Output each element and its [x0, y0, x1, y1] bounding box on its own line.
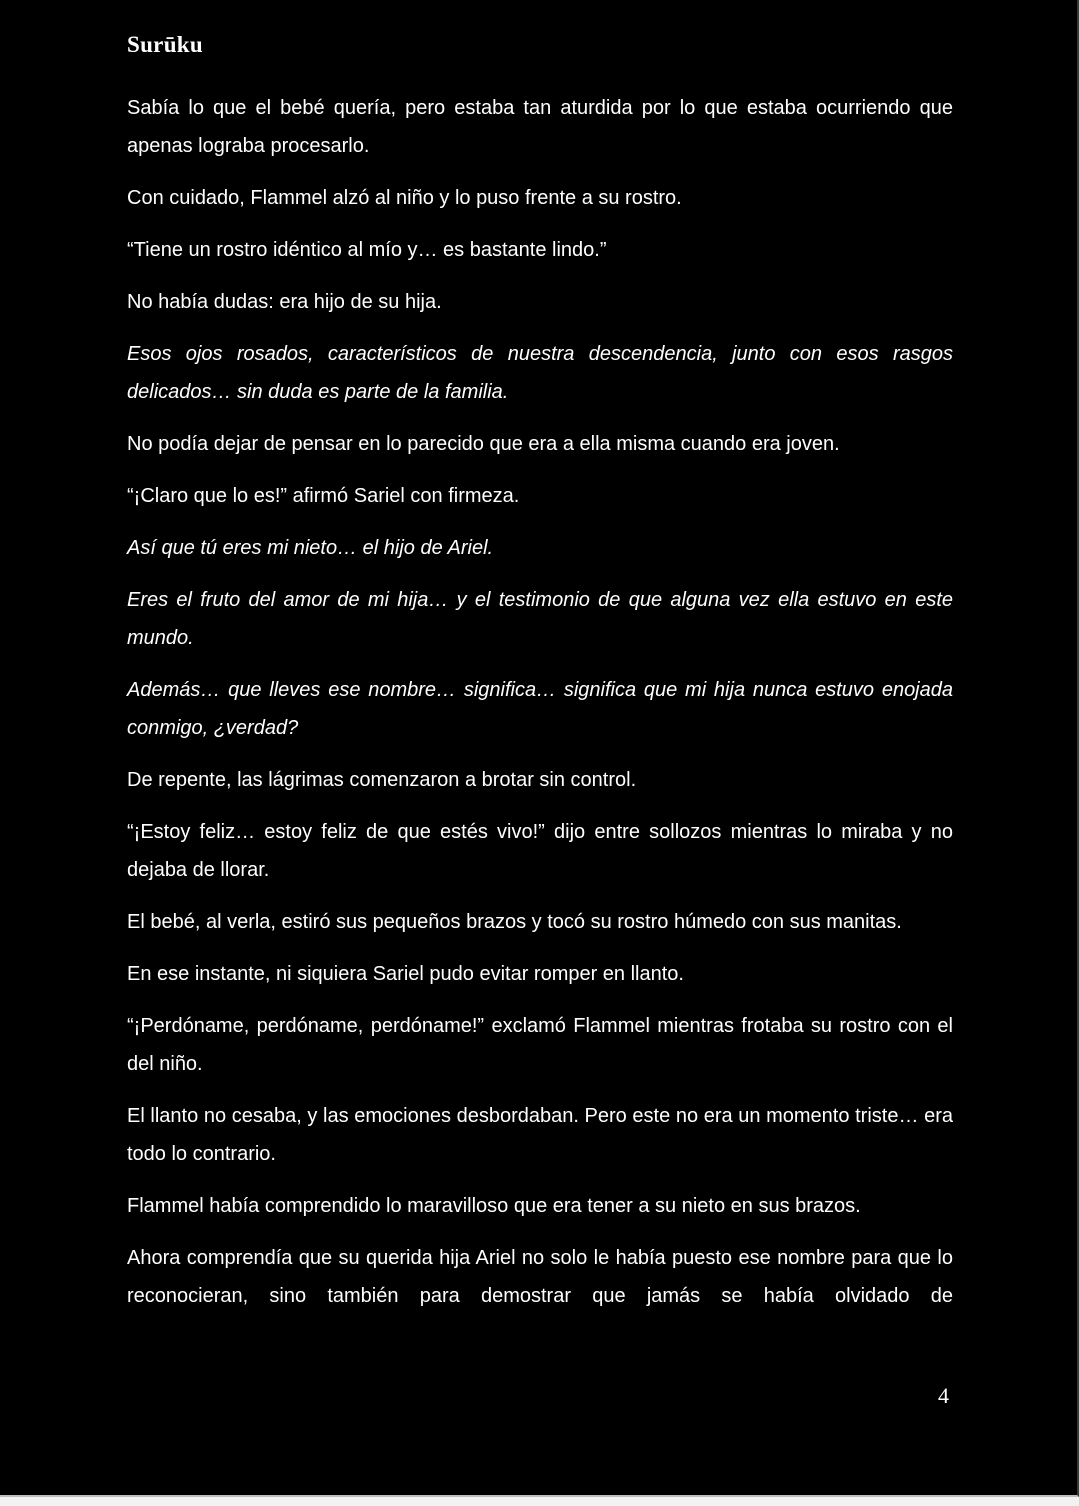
paragraph: Sabía lo que el bebé quería, pero estaba tan aturdida por lo que estaba ocurriendo que apenas lograba procesarlo. — [127, 97, 953, 157]
paragraph: Flammel había comprendido lo maravilloso que era tener a su nieto en sus brazos. — [127, 1195, 861, 1217]
page-body — [127, 89, 953, 1329]
paragraph-italic-thought: Además… que lleves ese nombre… significa… significa que mi hija nunca estuvo enojada conmigo, ¿verdad? — [127, 679, 953, 739]
paragraph: No podía dejar de pensar en lo parecido que era a ella misma cuando era joven. — [127, 433, 840, 455]
paragraph: “¡Estoy feliz… estoy feliz de que estés vivo!” dijo entre sollozos mientras lo miraba y no dejaba de llorar. — [127, 821, 953, 881]
paragraph: De repente, las lágrimas comenzaron a brotar sin control. — [127, 769, 637, 791]
paragraph: El bebé, al verla, estiró sus pequeños brazos y tocó su rostro húmedo con sus manitas. — [127, 911, 902, 933]
paragraph: En ese instante, ni siquiera Sariel pudo evitar romper en llanto. — [127, 963, 684, 985]
paragraph: No había dudas: era hijo de su hija. — [127, 291, 442, 313]
paragraph: Con cuidado, Flammel alzó al niño y lo puso frente a su rostro. — [127, 187, 682, 209]
paragraph-italic-thought: Eres el fruto del amor de mi hija… y el testimonio de que alguna vez ella estuvo en este mundo. — [127, 589, 953, 649]
paragraph-continued: Ahora comprendía que su querida hija Ariel no solo le había puesto ese nombre para que lo reconocieran, sino también para demostrar que jamás se había olvidado de — [127, 1247, 953, 1307]
paragraph: “¡Claro que lo es!” afirmó Sariel con firmeza. — [127, 485, 520, 507]
paragraph: El llanto no cesaba, y las emociones desbordaban. Pero este no era un momento triste… era todo lo contrario. — [127, 1105, 953, 1165]
running-header-title: Surūku — [127, 32, 203, 57]
page-number: 4 — [938, 1383, 949, 1408]
paragraph-italic-thought: Esos ojos rosados, característicos de nuestra descendencia, junto con esos rasgos delicados… sin duda es parte de la familia. — [127, 343, 953, 403]
paragraph: “Tiene un rostro idéntico al mío y… es bastante lindo.” — [127, 239, 607, 261]
paragraph: “¡Perdóname, perdóname, perdóname!” exclamó Flammel mientras frotaba su rostro con el del niño. — [127, 1015, 953, 1075]
paragraph-italic-thought: Así que tú eres mi nieto… el hijo de Ariel. — [127, 537, 494, 559]
